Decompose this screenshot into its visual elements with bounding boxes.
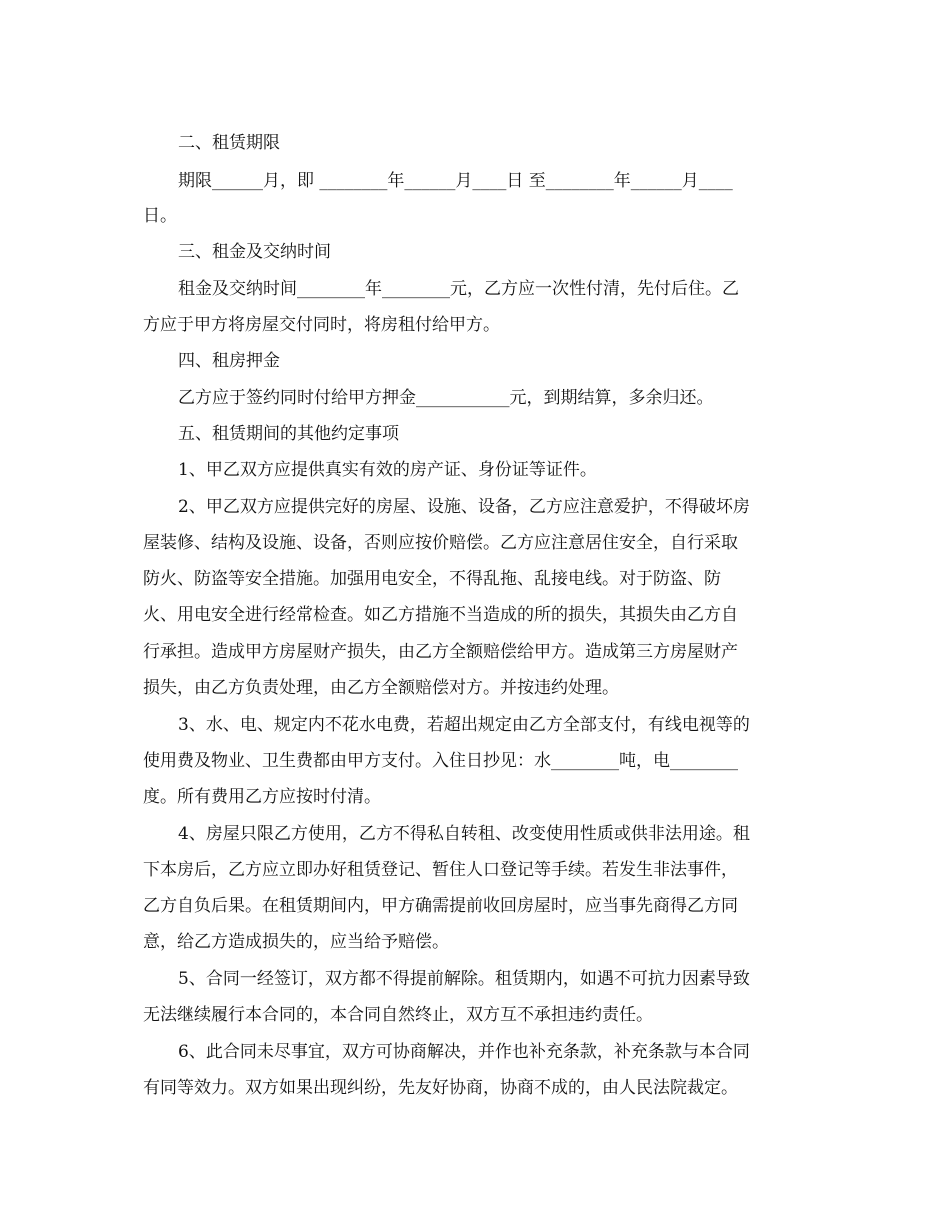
clause-2-line-2: 屋装修、结构及设施、设备，否则应按价赔偿。乙方应注意居住安全，自行采取 <box>143 533 738 553</box>
clause-2-line-3: 防火、防盗等安全措施。加强用电安全，不得乱拖、乱接电线。对于防盗、防 <box>143 569 721 589</box>
clause-5-line-1: 5、合同一经签订，双方都不得提前解除。租赁期内，如遇不可抗力因素导致 <box>178 969 750 989</box>
term-line-2: 日。 <box>143 206 177 226</box>
section-heading-deposit: 四、租房押金 <box>178 351 280 371</box>
clause-6-line-2: 有同等效力。双方如果出现纠纷，先友好协商，协商不成的，由人民法院裁定。 <box>143 1078 738 1098</box>
clause-4-line-3: 乙方自负后果。在租赁期间内，甲方确需提前收回房屋时，应当事先商得乙方同 <box>143 896 738 916</box>
clause-2-line-1: 2、甲乙双方应提供完好的房屋、设施、设备，乙方应注意爱护，不得破坏房 <box>178 497 750 517</box>
clause-4-line-4: 意，给乙方造成损失的，应当给予赔偿。 <box>143 932 449 952</box>
clause-3-line-1: 3、水、电、规定内不花水电费，若超出规定由乙方全部支付，有线电视等的 <box>178 715 750 735</box>
term-line-1: 期限______月，即 ________年______月____日 至________年______月____ <box>178 171 733 191</box>
clause-4-line-2: 下本房后，乙方应立即办好租赁登记、暂住人口登记等手续。若发生非法事件， <box>143 860 738 880</box>
rent-line-1: 租金及交纳时间________年________元，乙方应一次性付清，先付后住。乙 <box>178 279 739 299</box>
clause-5-line-2: 无法继续履行本合同的，本合同自然终止，双方互不承担违约责任。 <box>143 1005 653 1025</box>
section-heading-term: 二、租赁期限 <box>178 133 280 153</box>
clause-4-line-1: 4、房屋只限乙方使用，乙方不得私自转租、改变使用性质或供非法用途。租 <box>178 824 750 844</box>
clause-2-line-5: 行承担。造成甲方房屋财产损失，由乙方全额赔偿给甲方。造成第三方房屋财产 <box>143 642 738 662</box>
clause-3-line-2: 使用费及物业、卫生费都由甲方支付。入住日抄见：水________吨，电________ <box>143 751 738 771</box>
clause-2-line-6: 损失，由乙方负责处理，由乙方全额赔偿对方。并按违约处理。 <box>143 678 619 698</box>
clause-2-line-4: 火、用电安全进行经常检查。如乙方措施不当造成的所的损失，其损失由乙方自 <box>143 605 738 625</box>
clause-1-line-1: 1、甲乙双方应提供真实有效的房产证、身份证等证件。 <box>178 460 597 480</box>
clause-6-line-1: 6、此合同未尽事宜，双方可协商解决，并作也补充条款，补充条款与本合同 <box>178 1042 750 1062</box>
section-heading-rent: 三、租金及交纳时间 <box>178 242 331 262</box>
rent-line-2: 方应于甲方将房屋交付同时，将房租付给甲方。 <box>143 315 500 335</box>
section-heading-other-terms: 五、租赁期间的其他约定事项 <box>178 424 399 444</box>
deposit-line-1: 乙方应于签约同时付给甲方押金___________元，到期结算，多余归还。 <box>178 388 714 408</box>
clause-3-line-3: 度。所有费用乙方应按时付清。 <box>143 787 381 807</box>
